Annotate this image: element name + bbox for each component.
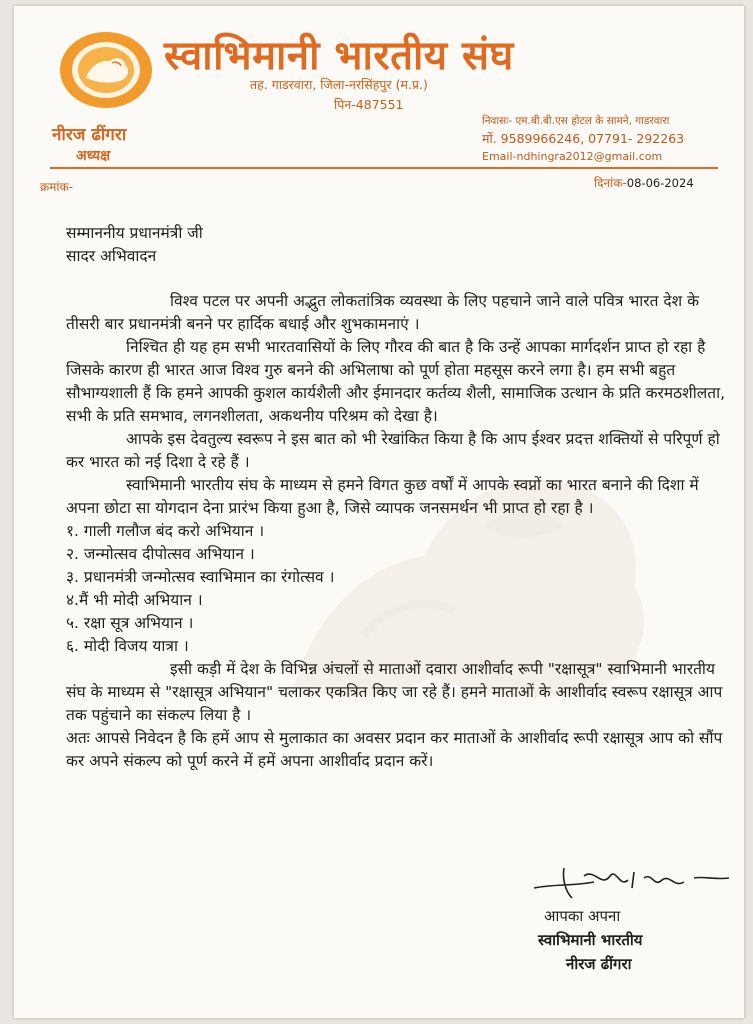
- closing-line-2: स्वाभिमानी भारतीय: [538, 931, 643, 949]
- list-item: ६. मोदी विजय यात्रा ।: [66, 637, 189, 655]
- paragraph-2: निश्चित ही यह हम सभी भारतवासियों के लिए गौरव की बात है कि उन्हें आपका मार्गदर्शन प्राप्त हो रहा है जिसके कारण ही भारत आज विश्व गुरु बनने की अभिलाषा को पूर्ण होता महसूस करने लगा है। हम सभी बहुत सौभाग्यशाली हैं कि हमने आपकी कुशल कार्यशैली और ईमानदार कर्तव्य शैली, सामाजिक उत्थान के प्रति करमठशीलता, सभी के प्रति समभाव, लगनशीलता, अकथनीय परिश्रम को देखा है।: [66, 338, 726, 425]
- paragraph-3: आपके इस देवतुल्य स्वरूप ने इस बात को भी रेखांकित किया है कि आप ईश्वर प्रदत्त शक्तियों से परिपूर्ण हो कर भारत को नई दिशा दे रहे हैं ।: [66, 430, 720, 471]
- president-name: नीरज ढींगरा: [52, 125, 127, 145]
- letterhead-page: [14, 6, 744, 1018]
- header-divider: [50, 167, 718, 169]
- president-title: अध्यक्ष: [76, 148, 111, 164]
- list-item: २. जन्मोत्सव दीपोत्सव अभियान ।: [66, 545, 255, 563]
- date-label: दिनांक-: [594, 176, 627, 190]
- paragraph-1: विश्व पटल पर अपनी अद्भुत लोकतांत्रिक व्यवस्था के लिए पहचाने जाने वाले पवित्र भारत देश के तीसरी बार प्रधानमंत्री बनने पर हार्दिक बधाई और शुभकामनाएं ।: [66, 292, 699, 333]
- closing-line-1: आपका अपना: [544, 907, 621, 925]
- paragraph-5: इसी कड़ी में देश के विभिन्न अंचलों से माताओं दवारा आशीर्वाद रूपी "रक्षासूत्र" स्वाभिमानी भारतीय संघ के माध्यम से "रक्षासूत्र अभियान" चलाकर एकत्रित किए जा रहे हैं। हमने माताओं के आशीर्वाद स्वरूप रक्षासूत्र आप तक पहुंचाने का संकल्प लिया है ।: [66, 660, 723, 724]
- salutation-line-2: सादर अभिवादन: [66, 247, 157, 265]
- list-item: ५. रक्षा सूत्र अभियान ।: [66, 614, 194, 632]
- paragraph-4: स्वाभिमानी भारतीय संघ के माध्यम से हमने विगत कुछ वर्षों में आपके स्वप्नों का भारत बनाने की दिशा में अपना छोटा सा योगदान देना प्रारंभ किया हुआ है, जिसे व्यापक जनसमर्थन भी प्राप्त हो रहा है ।: [66, 476, 699, 517]
- organization-name: स्वाभिमानी भारतीय संघ: [164, 33, 514, 79]
- contact-address: निवासः- एम.बी.बी.एस होटल के सामने, गाडरवारा: [482, 115, 670, 127]
- organization-pin: पिन-487551: [334, 97, 404, 112]
- list-item: ४.मैं भी मोदी अभियान ।: [66, 591, 203, 609]
- closing-line-3: नीरज ढींगरा: [566, 955, 632, 973]
- salutation-line-1: सम्माननीय प्रधानमंत्री जी: [66, 224, 203, 242]
- list-item: ३. प्रधानमंत्री जन्मोत्सव स्वाभिमान का रंगोत्सव ।: [66, 568, 335, 586]
- contact-phone: मों. 9589966246, 07791- 292263: [482, 131, 685, 146]
- date-line: [594, 174, 694, 191]
- list-item: १. गाली गलौज बंद करो अभियान ।: [66, 522, 265, 540]
- date-value: 08-06-2024: [626, 176, 694, 190]
- letter-body: [66, 222, 736, 773]
- contact-email: Email-ndhingra2012@gmail.com: [482, 150, 663, 163]
- handwritten-signature-icon: [524, 858, 734, 904]
- organization-address: तह. गाडरवारा, जिला-नरसिंहपुर (म.प्र.): [250, 77, 428, 92]
- lion-emblem-icon: [58, 30, 154, 110]
- paragraph-6: अतः आपसे निवेदन है कि हमें आप से मुलाकात का अवसर प्रदान कर माताओं के आशीर्वाद रूपी रक्षासूत्र आप को सौंप कर अपने संकल्प को पूर्ण करने में हमें अपना आशीर्वाद प्रदान करें।: [66, 729, 723, 770]
- reference-number-label: क्रमांक-: [40, 180, 74, 194]
